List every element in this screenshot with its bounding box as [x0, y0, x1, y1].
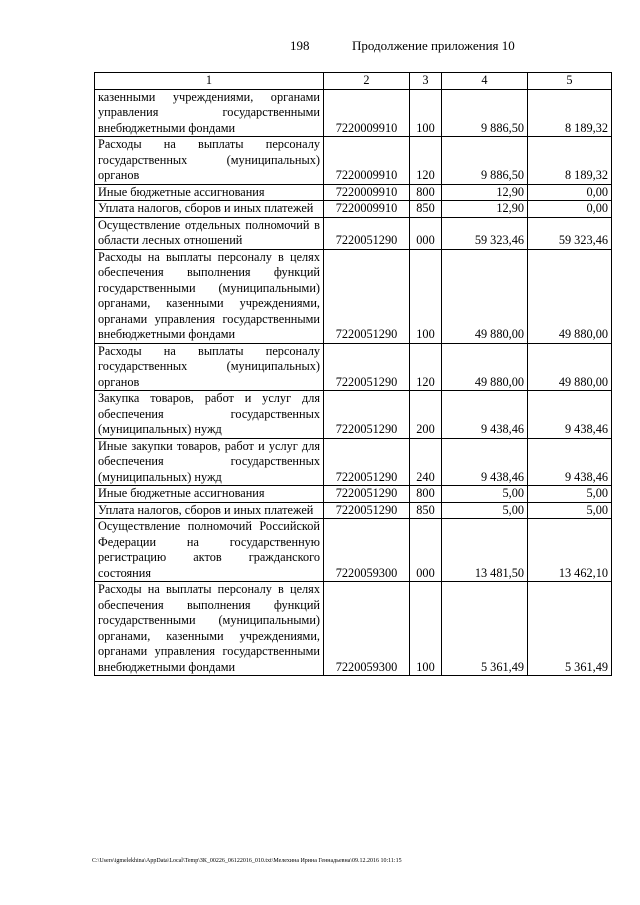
row-value-fact: 5,00 — [528, 486, 612, 503]
row-code: 7220051290 — [324, 486, 410, 503]
table-row — [95, 184, 612, 201]
row-value-plan: 12,90 — [442, 201, 528, 218]
table-row — [95, 438, 612, 486]
row-value-fact: 59 323,46 — [528, 217, 612, 249]
column-header: 3 — [410, 73, 442, 90]
row-type: 800 — [410, 184, 442, 201]
row-name: Уплата налогов, сборов и иных платежей — [95, 502, 324, 519]
row-type: 240 — [410, 438, 442, 486]
row-code: 7220059300 — [324, 519, 410, 582]
row-name: Иные бюджетные ассигнования — [95, 486, 324, 503]
row-name: Расходы на выплаты персоналу государственных (муниципальных) органов — [95, 343, 324, 391]
row-code: 7220051290 — [324, 217, 410, 249]
table-row — [95, 201, 612, 218]
table-row — [95, 343, 612, 391]
row-type: 200 — [410, 391, 442, 439]
row-value-plan: 49 880,00 — [442, 249, 528, 343]
row-name: Расходы на выплаты персоналу в целях обеспечения выполнения функций государственными (муниципальными) органами, казенными учреждениями, органами управления государственными внебюджетными фондами — [95, 249, 324, 343]
budget-table — [94, 72, 612, 676]
row-code: 7220051290 — [324, 343, 410, 391]
row-type: 850 — [410, 502, 442, 519]
column-header: 4 — [442, 73, 528, 90]
row-name: Осуществление полномочий Российской Федерации на государственную регистрацию актов гражданского состояния — [95, 519, 324, 582]
table-row — [95, 137, 612, 185]
row-value-fact: 49 880,00 — [528, 249, 612, 343]
row-code: 7220051290 — [324, 502, 410, 519]
row-value-fact: 0,00 — [528, 184, 612, 201]
row-value-plan: 9 438,46 — [442, 391, 528, 439]
page-title: Продолжение приложения 10 — [352, 38, 515, 53]
row-value-plan: 9 886,50 — [442, 89, 528, 137]
row-value-fact: 9 438,46 — [528, 438, 612, 486]
row-name: казенными учреждениями, органами управления государственными внебюджетными фондами — [95, 89, 324, 137]
row-code: 7220051290 — [324, 438, 410, 486]
row-type: 120 — [410, 137, 442, 185]
table-row — [95, 217, 612, 249]
row-value-plan: 5,00 — [442, 502, 528, 519]
table-row — [95, 391, 612, 439]
row-code: 7220051290 — [324, 249, 410, 343]
row-type: 850 — [410, 201, 442, 218]
row-type: 100 — [410, 582, 442, 676]
column-header: 1 — [95, 73, 324, 90]
row-type: 120 — [410, 343, 442, 391]
row-value-fact: 13 462,10 — [528, 519, 612, 582]
row-value-plan: 13 481,50 — [442, 519, 528, 582]
row-name: Расходы на выплаты персоналу в целях обеспечения выполнения функций государственными (муниципальными) органами, казенными учреждениями, органами управления государственными внебюджетными фондами — [95, 582, 324, 676]
column-header: 5 — [528, 73, 612, 90]
column-header: 2 — [324, 73, 410, 90]
row-name: Уплата налогов, сборов и иных платежей — [95, 201, 324, 218]
table-row — [95, 582, 612, 676]
row-type: 000 — [410, 519, 442, 582]
page-header — [0, 38, 640, 58]
row-code: 7220009910 — [324, 201, 410, 218]
row-code: 7220009910 — [324, 89, 410, 137]
table-row — [95, 486, 612, 503]
row-value-fact: 49 880,00 — [528, 343, 612, 391]
row-name: Иные закупки товаров, работ и услуг для обеспечения государственных (муниципальных) нужд — [95, 438, 324, 486]
row-value-fact: 8 189,32 — [528, 89, 612, 137]
row-name: Иные бюджетные ассигнования — [95, 184, 324, 201]
row-value-plan: 12,90 — [442, 184, 528, 201]
row-type: 100 — [410, 89, 442, 137]
row-value-fact: 8 189,32 — [528, 137, 612, 185]
row-value-plan: 5 361,49 — [442, 582, 528, 676]
row-value-plan: 59 323,46 — [442, 217, 528, 249]
row-code: 7220051290 — [324, 391, 410, 439]
row-value-plan: 5,00 — [442, 486, 528, 503]
row-name: Закупка товаров, работ и услуг для обеспечения государственных (муниципальных) нужд — [95, 391, 324, 439]
table-row — [95, 89, 612, 137]
footer-path: C:\Users\igmelekhina\AppData\Local\Temp\ЗК_00226_06122016_010.txt\Мелехина Ирина Геннадьевна\09.12.2016 10:11:15 — [92, 858, 402, 864]
row-value-plan: 9 438,46 — [442, 438, 528, 486]
row-value-fact: 0,00 — [528, 201, 612, 218]
table-row — [95, 519, 612, 582]
row-code: 7220009910 — [324, 184, 410, 201]
row-type: 000 — [410, 217, 442, 249]
row-type: 800 — [410, 486, 442, 503]
page-number: 198 — [290, 38, 310, 53]
row-code: 7220059300 — [324, 582, 410, 676]
row-type: 100 — [410, 249, 442, 343]
row-value-fact: 9 438,46 — [528, 391, 612, 439]
table-header-row — [95, 73, 612, 90]
table-body — [95, 89, 612, 676]
table-row — [95, 249, 612, 343]
row-value-fact: 5,00 — [528, 502, 612, 519]
table-row — [95, 502, 612, 519]
row-name: Расходы на выплаты персоналу государственных (муниципальных) органов — [95, 137, 324, 185]
row-value-fact: 5 361,49 — [528, 582, 612, 676]
row-name: Осуществление отдельных полномочий в области лесных отношений — [95, 217, 324, 249]
row-value-plan: 49 880,00 — [442, 343, 528, 391]
row-value-plan: 9 886,50 — [442, 137, 528, 185]
row-code: 7220009910 — [324, 137, 410, 185]
